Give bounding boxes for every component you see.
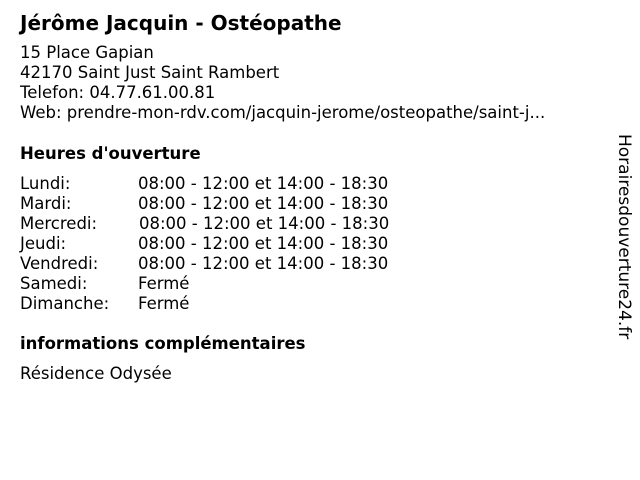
day-label: Dimanche: bbox=[20, 294, 110, 313]
additional-info-text: Résidence Odysée bbox=[20, 364, 172, 383]
phone-number: Telefon: 04.77.61.00.81 bbox=[20, 83, 216, 102]
day-hours: Fermé bbox=[138, 274, 190, 293]
day-hours: 08:00 - 12:00 et 14:00 - 18:30 bbox=[138, 194, 389, 213]
address-line1: 15 Place Gapian bbox=[20, 43, 154, 62]
day-label: Mardi: bbox=[20, 194, 72, 213]
day-label: Lundi: bbox=[20, 174, 71, 193]
website-link: Web: prendre-mon-rdv.com/jacquin-jerome/osteopathe/saint-j... bbox=[20, 103, 546, 122]
additional-info-heading: informations complémentaires bbox=[20, 334, 306, 353]
day-hours: Fermé bbox=[138, 294, 190, 313]
day-label: Samedi: bbox=[20, 274, 88, 293]
day-label: Jeudi: bbox=[20, 234, 67, 253]
day-hours: 08:00 - 12:00 et 14:00 - 18:30 bbox=[138, 254, 389, 273]
contact-block bbox=[20, 43, 545, 123]
day-hours: 08:00 - 12:00 et 14:00 - 18:30 bbox=[138, 234, 389, 253]
site-watermark: Horairesdouverture24.fr bbox=[614, 134, 634, 340]
business-name: Jérôme Jacquin - Ostéopathe bbox=[20, 11, 342, 35]
day-hours: 08:00 - 12:00 et 14:00 - 18:30 bbox=[138, 174, 389, 193]
address-line2: 42170 Saint Just Saint Rambert bbox=[20, 63, 280, 82]
day-label: Mercredi: bbox=[20, 214, 98, 233]
opening-hours-heading: Heures d'ouverture bbox=[20, 144, 201, 163]
day-hours: 08:00 - 12:00 et 14:00 - 18:30 bbox=[139, 214, 390, 233]
day-label: Vendredi: bbox=[20, 254, 99, 273]
